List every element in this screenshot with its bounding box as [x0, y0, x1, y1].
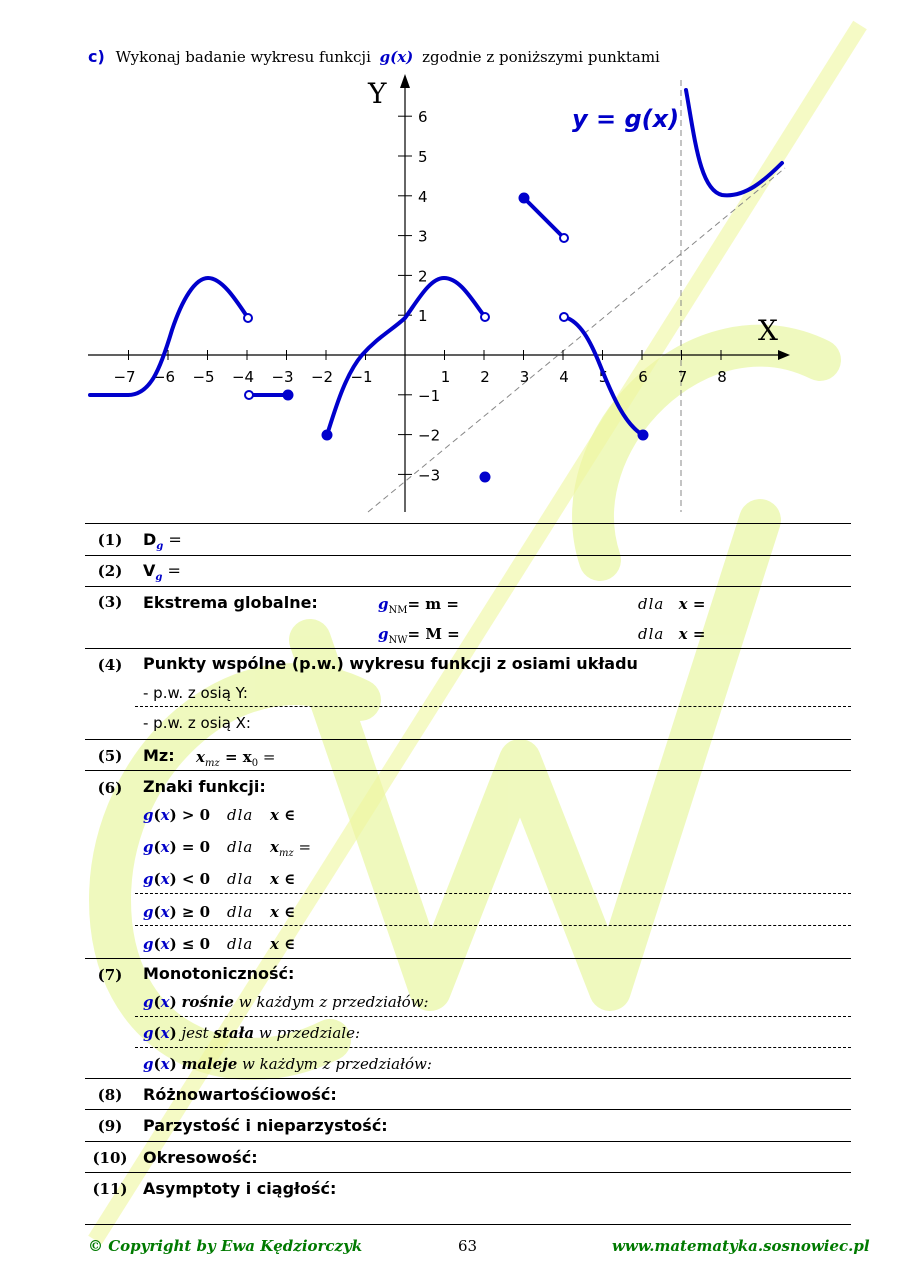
sign-line: g(x) > 0 dla x ∈ — [143, 806, 296, 824]
x-tick-label: 7 — [677, 368, 688, 386]
dash-6b — [135, 925, 851, 926]
dash-7b — [135, 1047, 851, 1048]
x-tick-label: −4 — [231, 368, 255, 386]
rule-7 — [85, 1078, 851, 1079]
y-tick-label: −2 — [418, 426, 441, 445]
global-min-dla: dla x = — [638, 595, 706, 613]
rule-10 — [85, 1172, 851, 1173]
row-11-number: (11) — [92, 1180, 128, 1198]
x-tick-label: −1 — [350, 368, 373, 386]
rule-4 — [85, 739, 851, 740]
task-text-after: zgodnie z poniższymi punktami — [422, 48, 660, 66]
footer-copyright: © Copyright by Ewa Kędziorczyk — [88, 1237, 363, 1255]
row-1-number: (1) — [97, 531, 123, 549]
x-tick-label: −2 — [310, 368, 334, 386]
global-max: $g_{NW}= M$ = — [378, 625, 460, 646]
row-10-number: (10) — [92, 1149, 128, 1167]
rule-1 — [85, 555, 851, 556]
y-tick-label: 3 — [418, 227, 428, 246]
intersect-y: - p.w. z osią Y: — [143, 684, 248, 702]
point-closed-3-4 — [520, 194, 529, 203]
row-8-label: Różnowartośćiowość: — [143, 1085, 337, 1104]
point-closed-neg2-neg2 — [323, 431, 332, 440]
curve-right — [565, 317, 643, 435]
point-closed-neg3-neg1 — [284, 391, 293, 400]
x-tick-label: 2 — [480, 368, 490, 386]
y-tick-label: 5 — [418, 148, 428, 166]
rule-6 — [85, 958, 851, 959]
range-sub: g — [155, 572, 163, 584]
domain-symbol: D — [143, 530, 157, 549]
y-tick-label: 4 — [418, 187, 428, 206]
sign-line: g(x) = 0 dla $x_{mz}$ = — [143, 838, 312, 859]
curve-asymptote-branch — [686, 90, 782, 195]
row-11-label: Asymptoty i ciągłość: — [143, 1179, 337, 1198]
min-sub: NM — [388, 605, 408, 616]
rule-8 — [85, 1109, 851, 1110]
sign-line: g(x) < 0 dla x ∈ — [143, 870, 296, 888]
footer-website[interactable]: www.matematyka.sosnowiec.pl — [612, 1237, 870, 1255]
x-tick-label: 1 — [440, 368, 451, 386]
row-10-label: Okresowość: — [143, 1148, 258, 1167]
sign-line: g(x) ≤ 0 dla x ∈ — [143, 935, 296, 953]
point-open-4-1 — [560, 313, 568, 321]
range-symbol: V — [143, 561, 156, 580]
rule-3 — [85, 648, 851, 649]
x-tick-label: 4 — [559, 368, 569, 386]
max-sub: NW — [388, 635, 408, 646]
row-6-label: Znaki funkcji: — [143, 777, 266, 796]
task-func: g(x) — [379, 48, 414, 66]
dash-7a — [135, 1016, 851, 1017]
x-tick-label: −7 — [113, 368, 136, 386]
domain-eq: = — [163, 530, 182, 549]
x-tick-label: 5 — [598, 368, 609, 386]
x-tick-label: −5 — [192, 368, 215, 386]
y-tick-label: −1 — [418, 386, 441, 405]
y-tick-label: 1 — [418, 307, 428, 326]
row-9-label: Parzystość i nieparzystość: — [143, 1116, 388, 1135]
y-tick-label: −3 — [418, 466, 441, 485]
x-tick-label: 3 — [519, 368, 530, 386]
rule-top — [85, 523, 851, 524]
x-tick-label: 6 — [638, 368, 648, 386]
x-axis-label: X — [758, 314, 778, 347]
zeros-expr: $x_{mz} = x_0$ = — [196, 748, 276, 769]
task-letter: c) — [88, 47, 105, 66]
x-tick-label: −6 — [152, 368, 176, 386]
row-5-number: (5) — [97, 747, 123, 765]
task-text-before: Wykonaj badanie wykresu funkcji — [115, 48, 371, 66]
rule-5 — [85, 770, 851, 771]
point-open-neg4-1 — [244, 314, 252, 322]
footer-page: 63 — [458, 1237, 478, 1255]
row-2-label — [143, 561, 181, 583]
x-tick-label: −3 — [271, 368, 294, 386]
y-axis-arrow — [400, 74, 410, 88]
row-2-number: (2) — [97, 562, 123, 580]
rule-bottom — [85, 1224, 851, 1225]
row-3-number: (3) — [97, 593, 123, 611]
curve-segment-upper — [524, 198, 564, 238]
domain-sub: g — [156, 541, 164, 553]
curve-central — [327, 278, 485, 435]
row-9-number: (9) — [97, 1117, 123, 1135]
y-tick-label: 2 — [418, 267, 428, 286]
curve-hump-left — [128, 278, 248, 395]
dash-4 — [135, 706, 851, 707]
row-1-label — [143, 530, 182, 552]
oblique-asymptote — [368, 168, 785, 512]
point-closed-2-neg3 — [481, 473, 490, 482]
row-6-number: (6) — [97, 779, 123, 797]
point-closed-6-neg2 — [639, 431, 648, 440]
function-graph — [0, 0, 909, 520]
monotonicity-line: g(x) jest stała w przedziale: — [143, 1024, 361, 1042]
y-axis-label: Y — [368, 77, 387, 110]
row-3-label: Ekstrema globalne: — [143, 593, 318, 612]
point-open-neg4-neg1 — [245, 391, 253, 399]
dash-6a — [135, 893, 851, 894]
monotonicity-line: g(x) maleje w każdym z przedziałów: — [143, 1055, 432, 1073]
rule-9 — [85, 1141, 851, 1142]
row-4-label: Punkty wspólne (p.w.) wykresu funkcji z osiami układu — [143, 654, 638, 673]
y-tick-label: 6 — [418, 108, 428, 127]
global-min: $g_{NM}= m$ = — [378, 595, 459, 616]
point-open-4-3 — [560, 234, 568, 242]
intersect-x: - p.w. z osią X: — [143, 714, 251, 732]
row-4-number: (4) — [97, 656, 123, 674]
x-tick-label: 8 — [717, 368, 727, 386]
range-eq: = — [162, 561, 181, 580]
function-label: y = g(x) — [572, 105, 680, 133]
row-5-label: Mz: — [143, 746, 175, 765]
rule-2 — [85, 586, 851, 587]
sign-line: g(x) ≥ 0 dla x ∈ — [143, 903, 296, 921]
row-7-label: Monotoniczność: — [143, 964, 295, 983]
monotonicity-line: g(x) rośnie w każdym z przedziałów: — [143, 993, 429, 1011]
point-open-2-1 — [481, 313, 489, 321]
row-8-number: (8) — [97, 1086, 123, 1104]
global-max-dla: dla x = — [638, 625, 706, 643]
x-axis-arrow — [778, 350, 790, 360]
row-7-number: (7) — [97, 966, 123, 984]
max-expr: = M = — [407, 625, 460, 643]
min-expr: = m = — [407, 595, 459, 613]
